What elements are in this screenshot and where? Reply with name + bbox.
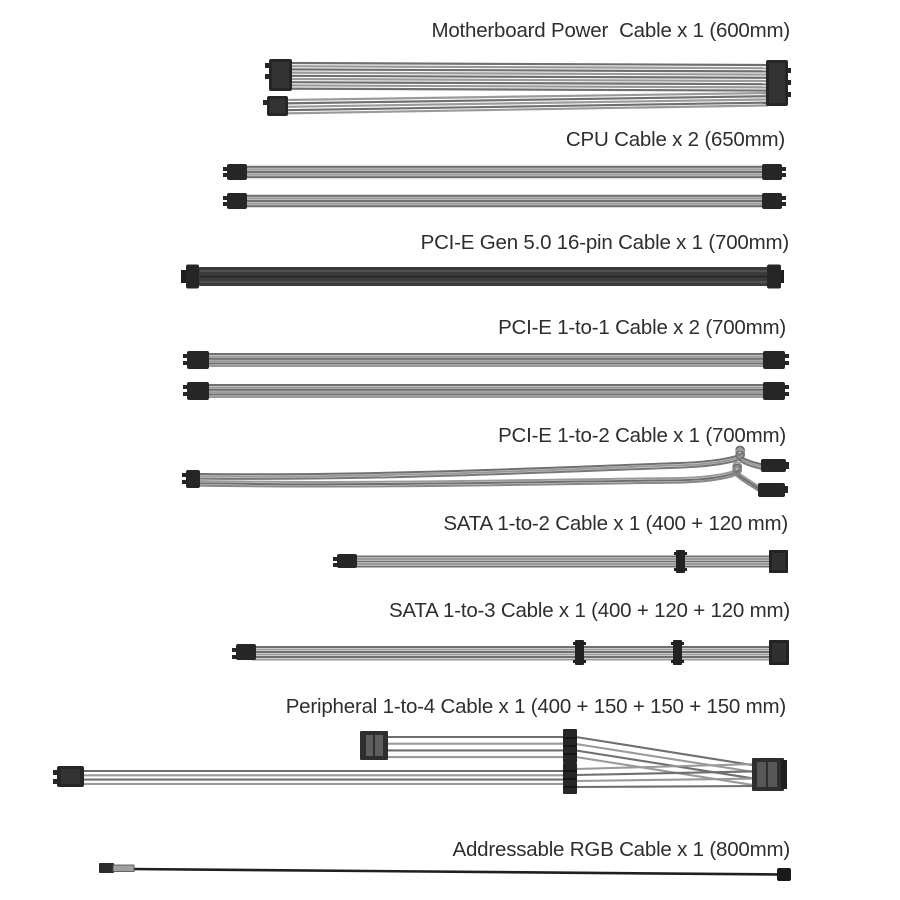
pcie-gen5-left-cap bbox=[186, 265, 199, 289]
pin-bump bbox=[183, 361, 188, 365]
argb-left-connector bbox=[99, 863, 114, 873]
cable-argb-graphic bbox=[99, 863, 791, 881]
cpu-cable-1-right-connector bbox=[762, 164, 782, 180]
sata-1to2-wires bbox=[352, 557, 774, 567]
label-pcie-gen5: PCI-E Gen 5.0 16-pin Cable x 1 (700mm) bbox=[420, 231, 789, 254]
pin-bump bbox=[182, 480, 187, 484]
label-sata-1to3: SATA 1-to-3 Cable x 1 (400 + 120 + 120 mm) bbox=[388, 599, 790, 622]
connector-face bbox=[270, 99, 285, 113]
label-peripheral-1to4: Peripheral 1-to-4 Cable x 1 (400 + 150 + 150 + 150 mm) bbox=[285, 695, 786, 718]
pin-bump bbox=[781, 167, 786, 171]
motherboard-lower-wires bbox=[285, 93, 768, 113]
pin-bump bbox=[182, 473, 187, 477]
pcie-1to1-cable-1-right-connector bbox=[763, 351, 785, 369]
pin-bump bbox=[183, 385, 188, 389]
pcie-1to1-cable-2-wires bbox=[205, 385, 767, 397]
connector-face bbox=[61, 769, 80, 784]
sata-1to2-left-connector bbox=[337, 554, 357, 568]
pin-bump bbox=[223, 167, 228, 171]
cpu-cable-1-wires bbox=[243, 167, 766, 177]
pcie-1to2-lower-right-connector bbox=[758, 483, 785, 497]
connector-tab bbox=[674, 552, 687, 555]
peripheral-upper-branch-wires bbox=[386, 737, 570, 757]
argb-sleeve bbox=[113, 865, 134, 872]
argb-wire bbox=[130, 869, 780, 875]
motherboard-upper-wires bbox=[286, 63, 770, 91]
peripheral-main-wires bbox=[80, 771, 570, 784]
sata-1to3-wires bbox=[252, 647, 774, 660]
pcie-1to1-cable-1-wires bbox=[205, 354, 767, 366]
connector-tab bbox=[573, 660, 586, 663]
pcie-1to2-left-connector bbox=[186, 470, 200, 488]
pin-bump bbox=[786, 68, 791, 73]
pin-bump bbox=[784, 385, 789, 389]
cable-peripheral-1to4-graphic bbox=[53, 729, 787, 794]
pin-bump bbox=[784, 392, 789, 396]
pin-bump bbox=[784, 361, 789, 365]
connector-tab bbox=[671, 642, 684, 645]
pin-bump bbox=[781, 196, 786, 200]
cpu-cable-1-left-connector bbox=[227, 164, 247, 180]
label-pcie-1to2: PCI-E 1-to-2 Cable x 1 (700mm) bbox=[498, 424, 786, 447]
label-pcie-1to1: PCI-E 1-to-1 Cable x 2 (700mm) bbox=[498, 316, 786, 339]
pcie-1to1-cable-2-left-connector bbox=[187, 382, 209, 400]
pin-bump bbox=[781, 202, 786, 206]
pin-bump bbox=[223, 173, 228, 177]
label-cpu: CPU Cable x 2 (650mm) bbox=[565, 128, 785, 151]
pin-bump bbox=[183, 354, 188, 358]
pin-bump bbox=[183, 392, 188, 396]
molex-tab bbox=[781, 760, 787, 789]
pin-bump bbox=[784, 354, 789, 358]
cable-pcie-1to1-graphic bbox=[183, 351, 789, 400]
connector-tab bbox=[674, 568, 687, 571]
connector-tab bbox=[573, 642, 586, 645]
pcie-gen5-right-cap bbox=[767, 265, 781, 289]
pcie-1to1-cable-1-left-connector bbox=[187, 351, 209, 369]
connector-face bbox=[772, 553, 785, 570]
label-sata-1to2: SATA 1-to-2 Cable x 1 (400 + 120 mm) bbox=[443, 512, 788, 535]
pin-bump bbox=[784, 486, 788, 493]
cable-cpu-graphic bbox=[223, 164, 786, 209]
connector-face bbox=[272, 62, 289, 88]
cable-pcie-gen5-graphic bbox=[181, 265, 784, 289]
cpu-cable-2-wires bbox=[243, 196, 766, 206]
pcie-1to2-upper-wires bbox=[198, 447, 763, 479]
pin-bump bbox=[786, 80, 791, 85]
pcie-1to2-upper-right-connector bbox=[761, 459, 786, 472]
pcie-1to1-cable-2-right-connector bbox=[763, 382, 785, 400]
peripheral-crossing-wires bbox=[576, 737, 758, 787]
label-argb: Addressable RGB Cable x 1 (800mm) bbox=[452, 838, 790, 861]
cable-motherboard-power-graphic bbox=[263, 59, 791, 116]
pin-bump bbox=[781, 173, 786, 177]
cable-sata-1to2-graphic bbox=[333, 550, 788, 573]
connector-face bbox=[769, 63, 785, 103]
cable-pcie-1to2-graphic bbox=[182, 447, 789, 497]
connector-face bbox=[772, 643, 786, 662]
connector-tab bbox=[671, 660, 684, 663]
pin-bump bbox=[786, 92, 791, 97]
cable-sata-1to3-graphic bbox=[232, 640, 789, 665]
cpu-cable-2-right-connector bbox=[762, 193, 782, 209]
sata-1to3-left-connector bbox=[236, 644, 256, 660]
label-motherboard-power: Motherboard Power Cable x 1 (600mm) bbox=[431, 19, 790, 42]
cpu-cable-2-left-connector bbox=[227, 193, 247, 209]
pin-bump bbox=[223, 202, 228, 206]
pin-bump bbox=[785, 462, 789, 469]
pin-bump bbox=[223, 196, 228, 200]
argb-right-connector bbox=[777, 868, 791, 881]
